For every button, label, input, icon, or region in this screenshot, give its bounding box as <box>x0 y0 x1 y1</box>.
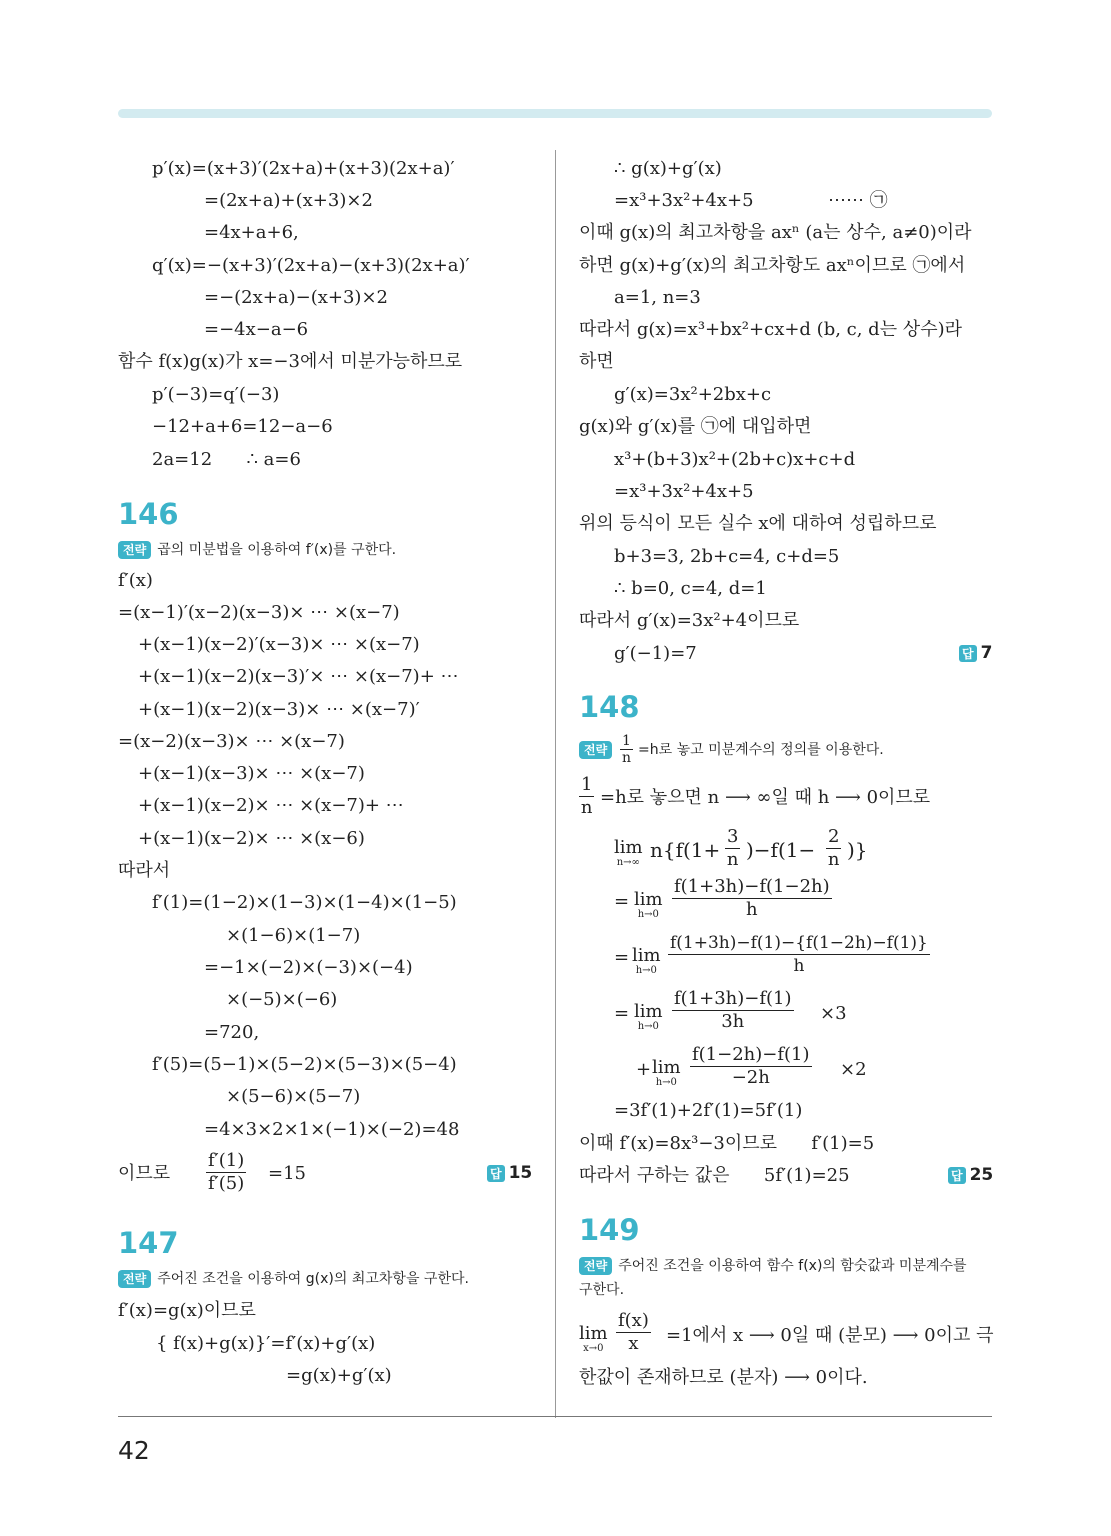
math-line: g′(−1)=7 <box>614 643 697 664</box>
math-line: ∴ b=0, c=4, d=1 <box>614 578 767 599</box>
numerator: 3 <box>727 826 739 847</box>
denominator: h <box>746 899 758 920</box>
text-line: g(x)와 g′(x)를 ㉠에 대입하면 <box>579 416 812 437</box>
strategy-text: 곱의 미분법을 이용하여 f′(x)를 구한다. <box>157 542 397 558</box>
answer <box>948 1165 993 1185</box>
math-part: = <box>614 1003 630 1024</box>
text-line: 함수 f(x)g(x)가 x=−3에서 미분가능하므로 <box>118 351 463 372</box>
lim-label: lim <box>634 1001 663 1022</box>
math-part: )−f(1− <box>746 838 816 862</box>
text-line: 이때 g(x)의 최고차항을 axⁿ (a는 상수, a≠0)이라 <box>579 222 972 243</box>
math-line: a=1, n=3 <box>614 287 701 308</box>
math-line: f′(x) <box>118 570 153 591</box>
text-line: 한값이 존재하므로 (분자) ⟶ 0이다. <box>579 1367 868 1388</box>
strategy-badge: 전략 <box>579 1257 612 1275</box>
fraction <box>725 826 740 871</box>
math-line: g′(x)=3x²+2bx+c <box>614 384 772 405</box>
limit <box>614 838 643 868</box>
denominator: −2h <box>731 1067 770 1088</box>
answer-badge: 답 <box>948 1167 966 1184</box>
strategy-line <box>579 1256 967 1276</box>
math-line: x³+(b+3)x²+(2b+c)x+c+d <box>614 449 856 470</box>
strategy-text: 주어진 조건을 이용하여 함수 f(x)의 함숫값과 미분계수를 <box>618 1258 967 1274</box>
math-line: ×(5−6)×(5−7) <box>226 1086 361 1107</box>
strategy-fraction <box>620 733 633 766</box>
math-line: p′(x)=(x+3)′(2x+a)+(x+3)(2x+a)′ <box>152 158 455 179</box>
footer-divider <box>118 1416 992 1417</box>
math-line: =4×3×2×1×(−1)×(−2)=48 <box>204 1119 460 1140</box>
strategy-badge: 전략 <box>579 741 612 759</box>
strategy-badge: 전략 <box>118 541 151 559</box>
answer-value: 15 <box>508 1163 533 1183</box>
numerator: f(1+3h)−f(1)−{f(1−2h)−f(1)} <box>670 933 928 953</box>
numerator: f(1+3h)−f(1) <box>674 988 792 1009</box>
strategy-text-cont: 구한다. <box>579 1282 625 1298</box>
denominator: n <box>726 849 739 870</box>
column-divider <box>555 150 556 1418</box>
math-line: { f(x)+g(x)}′=f′(x)+g′(x) <box>156 1333 376 1354</box>
limit <box>632 946 661 976</box>
fraction <box>668 932 930 977</box>
problem-number: 148 <box>579 690 640 724</box>
lim-label: lim <box>614 837 643 858</box>
numerator: f′(1) <box>208 1150 245 1171</box>
text-line: 따라서 g′(x)=3x²+4이므로 <box>579 610 800 631</box>
math-line: +(x−1)(x−2)× ⋯ ×(x−6) <box>138 828 365 849</box>
limit <box>634 1002 663 1032</box>
math-line: ×(−5)×(−6) <box>226 989 338 1010</box>
text-line: 이때 f′(x)=8x³−3이므로 f′(1)=5 <box>579 1133 875 1154</box>
math-line: =−4x−a−6 <box>204 319 309 340</box>
answer-value: 25 <box>969 1165 994 1185</box>
math-line: =x³+3x²+4x+5 <box>614 481 754 502</box>
denominator: h <box>793 956 805 976</box>
intro-fraction <box>579 774 594 819</box>
math-line: +(x−1)(x−3)× ⋯ ×(x−7) <box>138 763 365 784</box>
math-line: q′(x)=−(x+3)′(2x+a)−(x+3)(2x+a)′ <box>152 255 470 276</box>
problem-number: 149 <box>579 1213 640 1247</box>
math-part: )} <box>847 838 868 862</box>
lim-subscript: h→0 <box>637 909 659 920</box>
lim-label: lim <box>632 945 661 966</box>
denominator: f′(5) <box>208 1173 245 1194</box>
top-decorative-bar <box>118 109 992 118</box>
math-line: +(x−1)(x−2)′(x−3)× ⋯ ×(x−7) <box>138 634 420 655</box>
answer <box>487 1163 532 1183</box>
lim-subscript: h→0 <box>655 1077 677 1088</box>
math-line: f′(x)=g(x)이므로 <box>118 1300 256 1321</box>
math-part: + <box>636 1059 652 1080</box>
math-line: =4x+a+6, <box>204 222 299 243</box>
math-line: =−(2x+a)−(x+3)×2 <box>204 287 388 308</box>
math-line: −12+a+6=12−a−6 <box>152 416 333 437</box>
numerator: 2 <box>828 826 840 847</box>
fraction <box>616 1310 651 1355</box>
math-line: p′(−3)=q′(−3) <box>152 384 280 405</box>
limit <box>579 1324 608 1354</box>
strategy-line <box>118 540 396 560</box>
math-part: n{f(1+ <box>650 838 721 862</box>
text-line: 따라서 g(x)=x³+bx²+cx+d (b, c, d는 상수)라 <box>579 319 962 340</box>
text-line: =h로 놓으면 n ⟶ ∞일 때 h ⟶ 0이므로 <box>600 787 931 808</box>
lim-label: lim <box>634 889 663 910</box>
text-line: =1에서 x ⟶ 0일 때 (분모) ⟶ 0이고 극 <box>666 1325 994 1346</box>
strategy-line <box>118 1269 469 1289</box>
text-line: 하면 g(x)+g′(x)의 최고차항도 axⁿ이므로 ㉠에서 <box>579 255 966 276</box>
math-line: f′(1)=(1−2)×(1−3)×(1−4)×(1−5) <box>152 892 457 913</box>
math-part: ×3 <box>820 1003 847 1024</box>
denominator: n <box>827 849 840 870</box>
strategy-text: =h로 놓고 미분계수의 정의를 이용한다. <box>638 742 884 758</box>
numerator: 1 <box>581 774 593 795</box>
math-line: =g(x)+g′(x) <box>286 1365 392 1386</box>
math-line: +(x−1)(x−2)× ⋯ ×(x−7)+ ⋯ <box>138 795 404 816</box>
strategy-badge: 전략 <box>118 1270 151 1288</box>
limit <box>634 890 663 920</box>
answer-value: 7 <box>980 643 993 663</box>
math-part: = <box>614 891 630 912</box>
denominator: n <box>621 750 631 766</box>
text-line: 위의 등식이 모든 실수 x에 대하여 성립하므로 <box>579 513 937 534</box>
text-line: 이므로 <box>118 1163 171 1184</box>
math-line: =15 <box>268 1163 306 1184</box>
math-line: =x³+3x²+4x+5 ⋯⋯ ㉠ <box>614 190 888 211</box>
problem-number: 146 <box>118 497 179 531</box>
math-part: = <box>614 947 630 968</box>
math-line: ×(1−6)×(1−7) <box>226 925 361 946</box>
text-line: 따라서 <box>118 860 171 881</box>
math-part: ×2 <box>840 1059 867 1080</box>
lim-subscript: h→0 <box>637 1021 659 1032</box>
math-line: f′(5)=(5−1)×(5−2)×(5−3)×(5−4) <box>152 1054 457 1075</box>
math-line: =720, <box>204 1022 260 1043</box>
numerator: f(1−2h)−f(1) <box>692 1044 810 1065</box>
denominator: x <box>628 1333 639 1354</box>
numerator: f(x) <box>618 1310 649 1331</box>
math-line: =−1×(−2)×(−3)×(−4) <box>204 957 413 978</box>
fraction <box>206 1150 246 1195</box>
denominator: 3h <box>721 1011 745 1032</box>
denominator: n <box>580 797 593 818</box>
math-line: 2a=12 ∴ a=6 <box>152 449 301 470</box>
lim-subscript: h→0 <box>635 965 657 976</box>
math-line: =(2x+a)+(x+3)×2 <box>204 190 373 211</box>
strategy-text: 주어진 조건을 이용하여 g(x)의 최고차항을 구한다. <box>157 1271 469 1287</box>
fraction <box>690 1044 812 1089</box>
math-line: +(x−1)(x−2)(x−3)× ⋯ ×(x−7)′ <box>138 699 420 720</box>
math-line: =(x−2)(x−3)× ⋯ ×(x−7) <box>118 731 345 752</box>
limit <box>652 1058 681 1088</box>
fraction <box>672 988 794 1033</box>
math-line: ∴ g(x)+g′(x) <box>614 158 722 179</box>
math-line: =3f′(1)+2f′(1)=5f′(1) <box>614 1100 803 1121</box>
lim-label: lim <box>652 1057 681 1078</box>
math-line: =(x−1)′(x−2)(x−3)× ⋯ ×(x−7) <box>118 602 400 623</box>
lim-label: lim <box>579 1323 608 1344</box>
fraction <box>672 876 832 921</box>
fraction <box>826 826 841 871</box>
text-line: 하면 <box>579 351 614 372</box>
numerator: f(1+3h)−f(1−2h) <box>674 876 830 897</box>
lim-subscript: x→0 <box>583 1343 604 1354</box>
strategy-badge-wrap <box>579 740 618 760</box>
page-number: 42 <box>118 1436 150 1465</box>
math-line: +(x−1)(x−2)(x−3)′× ⋯ ×(x−7)+ ⋯ <box>138 666 459 687</box>
answer <box>959 643 992 663</box>
numerator: 1 <box>622 733 631 749</box>
math-line: b+3=3, 2b+c=4, c+d=5 <box>614 546 840 567</box>
answer-badge: 답 <box>487 1165 505 1182</box>
lim-subscript: n→∞ <box>616 857 640 868</box>
text-line: 따라서 구하는 값은 5f′(1)=25 <box>579 1165 850 1186</box>
answer-badge: 답 <box>959 645 977 662</box>
problem-number: 147 <box>118 1226 179 1260</box>
